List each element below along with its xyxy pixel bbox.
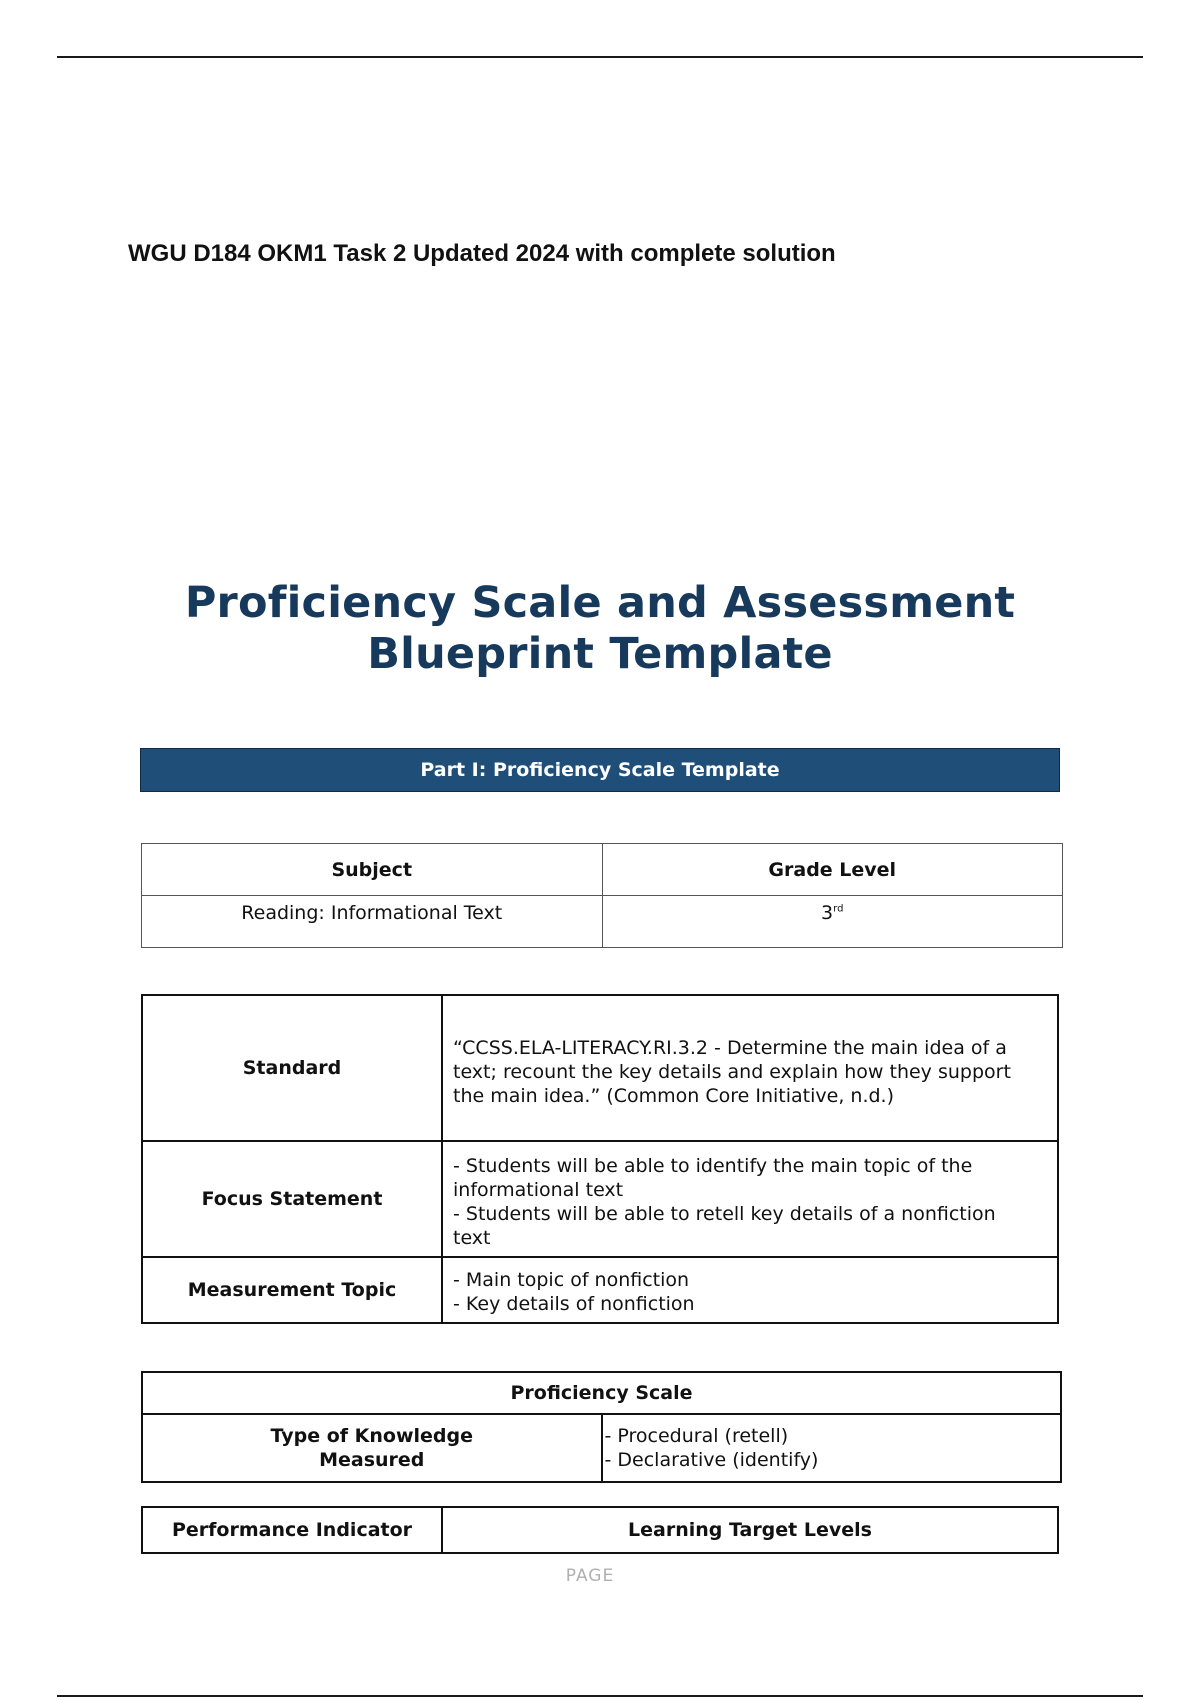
measurement-topic-row	[142, 1257, 1058, 1323]
standard-line: the main idea.” (Common Core Initiative, n.d.)	[453, 1085, 894, 1107]
bottom-rule	[57, 1695, 1143, 1697]
part-banner: Part I: Proficiency Scale Template	[140, 748, 1060, 792]
grade-level-header: Grade Level	[602, 844, 1063, 896]
main-heading-line-1: Proficiency Scale and Assessment	[184, 578, 1016, 628]
standard-value	[442, 995, 1058, 1141]
learning-target-levels-header: Learning Target Levels	[442, 1507, 1058, 1553]
measurement-line: - Main topic of nonfiction	[453, 1269, 690, 1291]
focus-line: text	[453, 1227, 491, 1249]
performance-table	[141, 1506, 1059, 1554]
knowledge-type-label-line-2: Measured	[319, 1449, 425, 1471]
focus-statement-value	[442, 1141, 1058, 1257]
knowledge-type-item: - Declarative (identify)	[604, 1449, 819, 1471]
measurement-line: - Key details of nonfiction	[453, 1293, 695, 1315]
proficiency-scale-table	[141, 1371, 1062, 1483]
subject-header: Subject	[142, 844, 603, 896]
knowledge-type-label-line-1: Type of Knowledge	[270, 1425, 473, 1447]
subject-value: Reading: Informational Text	[142, 896, 603, 948]
page-marker: PAGE	[565, 1566, 615, 1586]
main-heading-line-2: Blueprint Template	[367, 629, 833, 679]
measurement-topic-value	[442, 1257, 1058, 1323]
performance-indicator-header: Performance Indicator	[142, 1507, 442, 1553]
knowledge-type-value	[602, 1414, 1062, 1482]
main-heading	[140, 578, 1060, 680]
grade-level-suffix: rd	[833, 903, 844, 915]
standard-row	[142, 995, 1058, 1141]
knowledge-type-label	[142, 1414, 602, 1482]
focus-line: - Students will be able to identify the main topic of the	[453, 1155, 973, 1177]
focus-statement-row	[142, 1141, 1058, 1257]
standard-label: Standard	[142, 995, 442, 1141]
knowledge-type-item: - Procedural (retell)	[604, 1425, 789, 1447]
standard-line: text; recount the key details and explain how they support	[453, 1061, 1011, 1083]
standard-line: “CCSS.ELA-LITERACY.RI.3.2 - Determine the main idea of a	[453, 1037, 1007, 1059]
grade-level-value: 3	[821, 902, 834, 924]
subject-table	[141, 843, 1063, 948]
proficiency-scale-title: Proficiency Scale	[142, 1372, 1061, 1414]
measurement-topic-label: Measurement Topic	[142, 1257, 442, 1323]
grade-level-cell	[602, 896, 1063, 948]
top-rule	[57, 56, 1143, 58]
standard-table	[141, 994, 1059, 1324]
document-title: WGU D184 OKM1 Task 2 Updated 2024 with complete solution	[128, 240, 836, 267]
knowledge-type-row	[142, 1414, 1061, 1482]
focus-line: informational text	[453, 1179, 624, 1201]
focus-statement-label: Focus Statement	[142, 1141, 442, 1257]
focus-line: - Students will be able to retell key details of a nonfiction	[453, 1203, 996, 1225]
